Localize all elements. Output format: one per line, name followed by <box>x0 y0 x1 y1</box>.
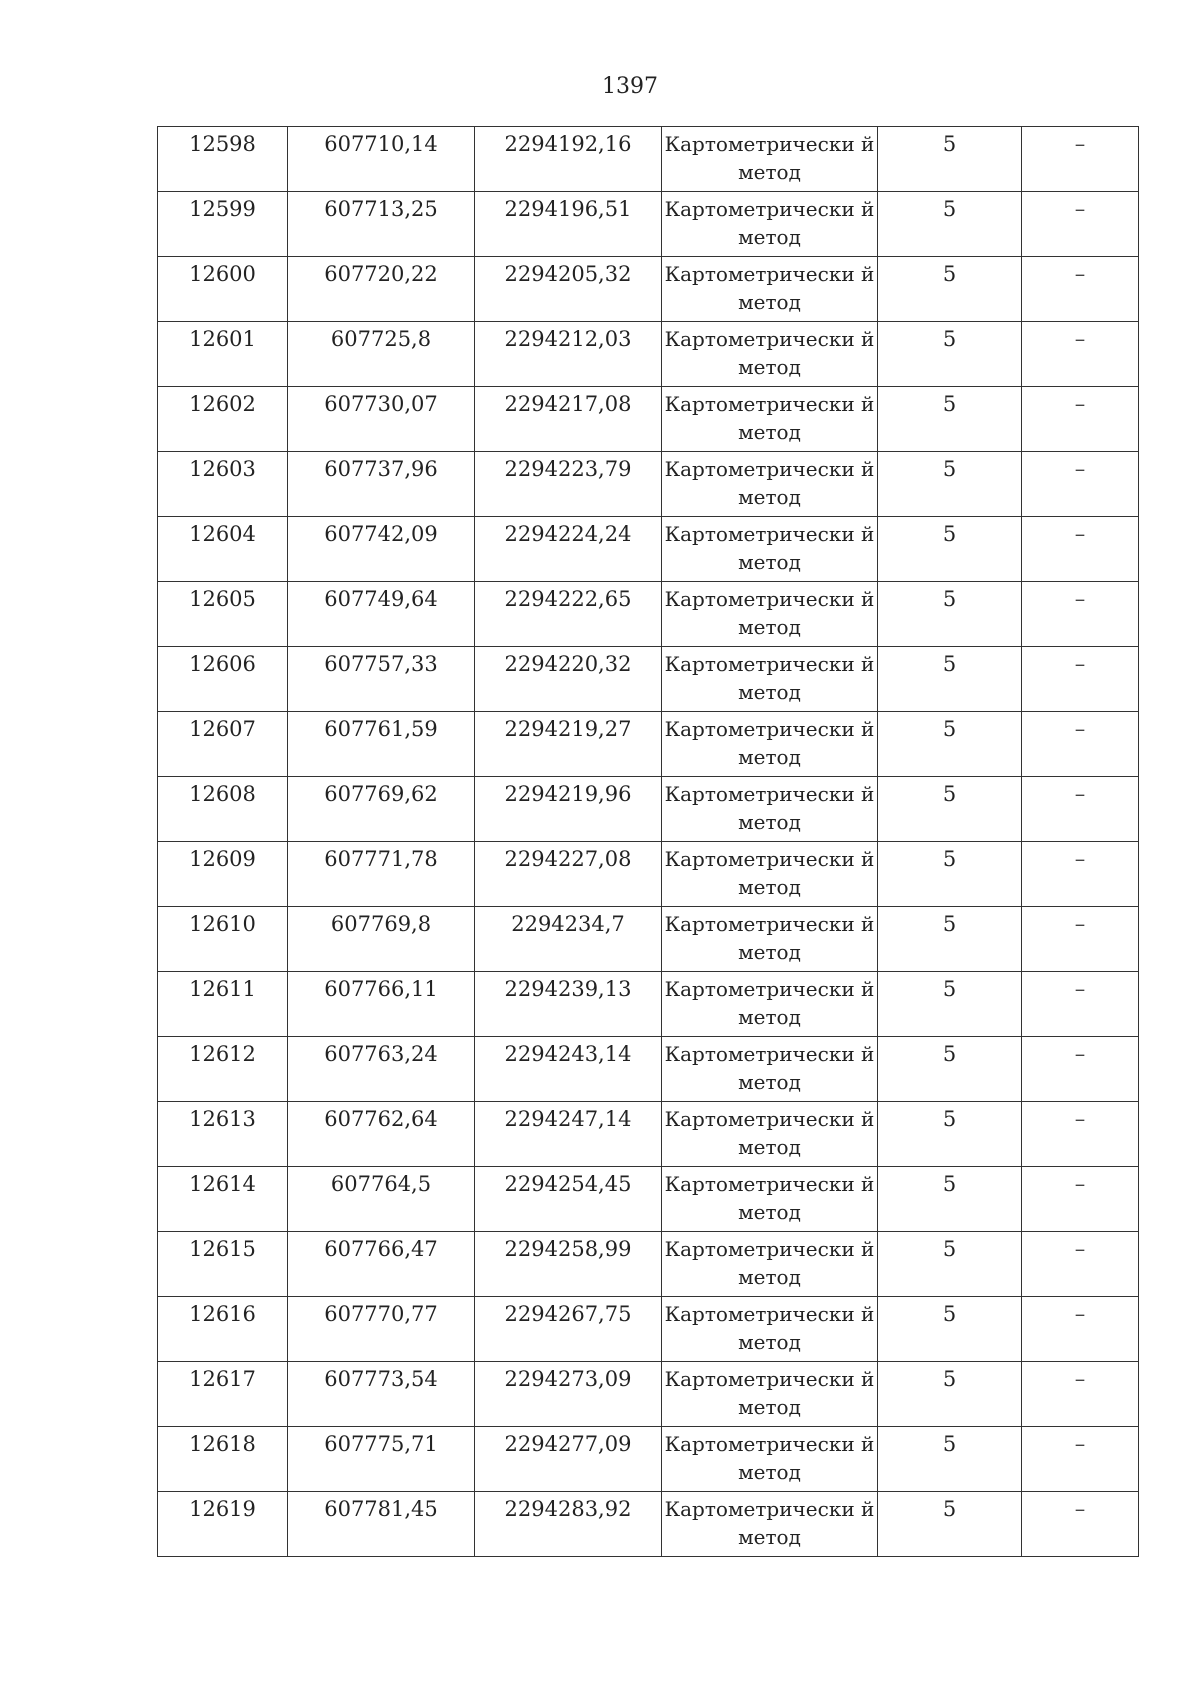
x-coordinate-cell: 607725,8 <box>288 322 475 387</box>
accuracy-cell: 5 <box>878 1297 1022 1362</box>
note-cell: – <box>1022 192 1139 257</box>
method-cell: Картометрически й метод <box>662 387 878 452</box>
y-coordinate-cell: 2294205,32 <box>475 257 662 322</box>
accuracy-cell: 5 <box>878 712 1022 777</box>
method-cell: Картометрически й метод <box>662 777 878 842</box>
note-cell: – <box>1022 842 1139 907</box>
x-coordinate-cell: 607769,62 <box>288 777 475 842</box>
method-cell: Картометрически й метод <box>662 1037 878 1102</box>
note-cell: – <box>1022 777 1139 842</box>
point-number-cell: 12612 <box>158 1037 288 1102</box>
x-coordinate-cell: 607757,33 <box>288 647 475 712</box>
table-row <box>158 1427 1139 1492</box>
table-row <box>158 1492 1139 1557</box>
y-coordinate-cell: 2294283,92 <box>475 1492 662 1557</box>
note-cell: – <box>1022 712 1139 777</box>
method-cell: Картометрически й метод <box>662 842 878 907</box>
table-row <box>158 1102 1139 1167</box>
point-number-cell: 12603 <box>158 452 288 517</box>
y-coordinate-cell: 2294222,65 <box>475 582 662 647</box>
y-coordinate-cell: 2294219,96 <box>475 777 662 842</box>
accuracy-cell: 5 <box>878 192 1022 257</box>
table-row <box>158 1297 1139 1362</box>
table-row <box>158 647 1139 712</box>
table-row <box>158 1362 1139 1427</box>
y-coordinate-cell: 2294254,45 <box>475 1167 662 1232</box>
note-cell: – <box>1022 1232 1139 1297</box>
page-number: 1397 <box>602 74 658 99</box>
accuracy-cell: 5 <box>878 452 1022 517</box>
accuracy-cell: 5 <box>878 257 1022 322</box>
method-cell: Картометрически й метод <box>662 907 878 972</box>
y-coordinate-cell: 2294243,14 <box>475 1037 662 1102</box>
method-cell: Картометрически й метод <box>662 647 878 712</box>
note-cell: – <box>1022 972 1139 1037</box>
note-cell: – <box>1022 1297 1139 1362</box>
accuracy-cell: 5 <box>878 1232 1022 1297</box>
accuracy-cell: 5 <box>878 517 1022 582</box>
note-cell: – <box>1022 1037 1139 1102</box>
point-number-cell: 12600 <box>158 257 288 322</box>
table-row <box>158 452 1139 517</box>
y-coordinate-cell: 2294217,08 <box>475 387 662 452</box>
point-number-cell: 12608 <box>158 777 288 842</box>
accuracy-cell: 5 <box>878 1167 1022 1232</box>
point-number-cell: 12619 <box>158 1492 288 1557</box>
method-cell: Картометрически й метод <box>662 127 878 192</box>
point-number-cell: 12602 <box>158 387 288 452</box>
method-cell: Картометрически й метод <box>662 257 878 322</box>
note-cell: – <box>1022 1362 1139 1427</box>
accuracy-cell: 5 <box>878 1037 1022 1102</box>
method-cell: Картометрически й метод <box>662 582 878 647</box>
x-coordinate-cell: 607762,64 <box>288 1102 475 1167</box>
y-coordinate-cell: 2294224,24 <box>475 517 662 582</box>
y-coordinate-cell: 2294239,13 <box>475 972 662 1037</box>
method-cell: Картометрически й метод <box>662 712 878 777</box>
x-coordinate-cell: 607730,07 <box>288 387 475 452</box>
x-coordinate-cell: 607771,78 <box>288 842 475 907</box>
accuracy-cell: 5 <box>878 1362 1022 1427</box>
accuracy-cell: 5 <box>878 582 1022 647</box>
note-cell: – <box>1022 127 1139 192</box>
y-coordinate-cell: 2294212,03 <box>475 322 662 387</box>
accuracy-cell: 5 <box>878 777 1022 842</box>
x-coordinate-cell: 607766,47 <box>288 1232 475 1297</box>
x-coordinate-cell: 607769,8 <box>288 907 475 972</box>
y-coordinate-cell: 2294277,09 <box>475 1427 662 1492</box>
y-coordinate-cell: 2294223,79 <box>475 452 662 517</box>
accuracy-cell: 5 <box>878 972 1022 1037</box>
note-cell: – <box>1022 1427 1139 1492</box>
method-cell: Картометрически й метод <box>662 517 878 582</box>
point-number-cell: 12610 <box>158 907 288 972</box>
point-number-cell: 12601 <box>158 322 288 387</box>
point-number-cell: 12599 <box>158 192 288 257</box>
point-number-cell: 12615 <box>158 1232 288 1297</box>
point-number-cell: 12607 <box>158 712 288 777</box>
table-row <box>158 127 1139 192</box>
table-row <box>158 1037 1139 1102</box>
accuracy-cell: 5 <box>878 1102 1022 1167</box>
note-cell: – <box>1022 257 1139 322</box>
table-row <box>158 582 1139 647</box>
y-coordinate-cell: 2294258,99 <box>475 1232 662 1297</box>
point-number-cell: 12598 <box>158 127 288 192</box>
y-coordinate-cell: 2294192,16 <box>475 127 662 192</box>
method-cell: Картометрически й метод <box>662 1492 878 1557</box>
note-cell: – <box>1022 907 1139 972</box>
note-cell: – <box>1022 1102 1139 1167</box>
x-coordinate-cell: 607775,71 <box>288 1427 475 1492</box>
method-cell: Картометрически й метод <box>662 1102 878 1167</box>
method-cell: Картометрически й метод <box>662 1297 878 1362</box>
method-cell: Картометрически й метод <box>662 322 878 387</box>
method-cell: Картометрически й метод <box>662 1167 878 1232</box>
x-coordinate-cell: 607773,54 <box>288 1362 475 1427</box>
x-coordinate-cell: 607720,22 <box>288 257 475 322</box>
note-cell: – <box>1022 1167 1139 1232</box>
accuracy-cell: 5 <box>878 127 1022 192</box>
x-coordinate-cell: 607766,11 <box>288 972 475 1037</box>
y-coordinate-cell: 2294273,09 <box>475 1362 662 1427</box>
table-row <box>158 1232 1139 1297</box>
x-coordinate-cell: 607737,96 <box>288 452 475 517</box>
point-number-cell: 12618 <box>158 1427 288 1492</box>
y-coordinate-cell: 2294220,32 <box>475 647 662 712</box>
y-coordinate-cell: 2294267,75 <box>475 1297 662 1362</box>
note-cell: – <box>1022 517 1139 582</box>
x-coordinate-cell: 607763,24 <box>288 1037 475 1102</box>
x-coordinate-cell: 607710,14 <box>288 127 475 192</box>
x-coordinate-cell: 607781,45 <box>288 1492 475 1557</box>
note-cell: – <box>1022 1492 1139 1557</box>
table-row <box>158 972 1139 1037</box>
point-number-cell: 12604 <box>158 517 288 582</box>
point-number-cell: 12616 <box>158 1297 288 1362</box>
method-cell: Картометрически й метод <box>662 1362 878 1427</box>
note-cell: – <box>1022 322 1139 387</box>
point-number-cell: 12606 <box>158 647 288 712</box>
accuracy-cell: 5 <box>878 1492 1022 1557</box>
table-row <box>158 517 1139 582</box>
x-coordinate-cell: 607742,09 <box>288 517 475 582</box>
method-cell: Картометрически й метод <box>662 192 878 257</box>
method-cell: Картометрически й метод <box>662 452 878 517</box>
note-cell: – <box>1022 452 1139 517</box>
note-cell: – <box>1022 387 1139 452</box>
x-coordinate-cell: 607749,64 <box>288 582 475 647</box>
accuracy-cell: 5 <box>878 387 1022 452</box>
table-row <box>158 257 1139 322</box>
accuracy-cell: 5 <box>878 322 1022 387</box>
point-number-cell: 12609 <box>158 842 288 907</box>
table-row <box>158 322 1139 387</box>
table-row <box>158 712 1139 777</box>
method-cell: Картометрически й метод <box>662 972 878 1037</box>
note-cell: – <box>1022 582 1139 647</box>
point-number-cell: 12614 <box>158 1167 288 1232</box>
y-coordinate-cell: 2294196,51 <box>475 192 662 257</box>
point-number-cell: 12613 <box>158 1102 288 1167</box>
table-row <box>158 1167 1139 1232</box>
y-coordinate-cell: 2294227,08 <box>475 842 662 907</box>
table-row <box>158 842 1139 907</box>
table-row <box>158 777 1139 842</box>
x-coordinate-cell: 607713,25 <box>288 192 475 257</box>
coordinates-table-body <box>158 127 1139 1557</box>
y-coordinate-cell: 2294219,27 <box>475 712 662 777</box>
coordinates-table <box>157 126 1139 1557</box>
point-number-cell: 12617 <box>158 1362 288 1427</box>
y-coordinate-cell: 2294234,7 <box>475 907 662 972</box>
accuracy-cell: 5 <box>878 907 1022 972</box>
accuracy-cell: 5 <box>878 842 1022 907</box>
method-cell: Картометрически й метод <box>662 1427 878 1492</box>
method-cell: Картометрически й метод <box>662 1232 878 1297</box>
point-number-cell: 12605 <box>158 582 288 647</box>
note-cell: – <box>1022 647 1139 712</box>
x-coordinate-cell: 607761,59 <box>288 712 475 777</box>
x-coordinate-cell: 607764,5 <box>288 1167 475 1232</box>
accuracy-cell: 5 <box>878 1427 1022 1492</box>
y-coordinate-cell: 2294247,14 <box>475 1102 662 1167</box>
accuracy-cell: 5 <box>878 647 1022 712</box>
point-number-cell: 12611 <box>158 972 288 1037</box>
table-row <box>158 907 1139 972</box>
x-coordinate-cell: 607770,77 <box>288 1297 475 1362</box>
table-row <box>158 192 1139 257</box>
table-row <box>158 387 1139 452</box>
